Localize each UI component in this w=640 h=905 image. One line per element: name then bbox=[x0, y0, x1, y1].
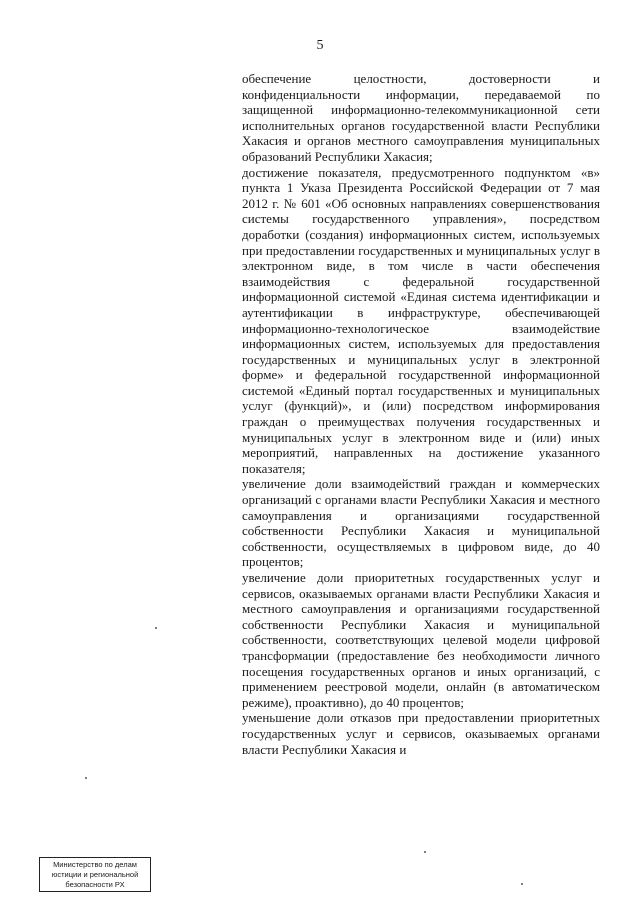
ministry-stamp bbox=[39, 857, 151, 892]
scan-speck bbox=[85, 777, 87, 779]
stamp-line: юстиции и региональной bbox=[51, 870, 139, 879]
paragraph-priority-services: увеличение доли приоритетных государственных услуг и сервисов, оказываемых органами власти Республики Хакасия и местного самоуправления и организациями государственной собственности Республики Хакасия и муниципальной собственности, соответствующих целевой модели цифровой трансформации (предоставление без необходимости личного посещения государственных органов и иных организаций, с применением реестровой модели, онлайн (в автоматическом режиме), проактивно), до 40 процентов; bbox=[242, 570, 600, 710]
paragraph-refusal-reduction: уменьшение доли отказов при предоставлении приоритетных государственных услуг и сервисов, оказываемых органами власти Республики Хакасия и bbox=[242, 710, 600, 757]
scan-speck bbox=[521, 883, 523, 885]
stamp-line: безопасности РХ bbox=[65, 880, 125, 889]
paragraph-digital-interactions: увеличение доли взаимодействий граждан и коммерческих организаций с органами власти Республики Хакасия и местного самоуправления и организациями государственной собственности Республики Хакасия и муниципальной собственности, осуществляемых в цифровом виде, до 40 процентов; bbox=[242, 476, 600, 570]
scan-speck bbox=[155, 627, 157, 629]
paragraph-indicator-achievement: достижение показателя, предусмотренного подпунктом «в» пункта 1 Указа Президента Российской Федерации от 7 мая 2012 г. № 601 «Об основных направлениях совершенствования системы государственного управления», посредством доработки (создания) информационных систем, используемых при предоставлении государственных и муниципальных услуг в электронном виде, в том числе в части обеспечения взаимодействия с федеральной государственной информационной системой «Единая система идентификации и аутентификации в инфраструктуре, обеспечивающей информационно-технологическое взаимодействие информационных систем, используемых для предоставления государственных и муниципальных услуг в электронной форме» и федеральной государственной информационной системой «Единый портал государственных и муниципальных услуг (функций)», и (или) посредством информирования граждан о преимуществах получения государственных и муниципальных услуг в электронном виде и (или) иных мероприятий, направленных на достижение указанного показателя; bbox=[242, 164, 600, 476]
stamp-line: Министерство по делам bbox=[53, 860, 137, 869]
scan-speck bbox=[424, 851, 426, 853]
document-body bbox=[242, 71, 600, 757]
paragraph-data-protection: обеспечение целостности, достоверности и конфиденциальности информации, передаваемой по защищенной информационно-телекоммуникационной сети исполнительных органов государственной власти Республики Хакасия и органов местного самоуправления муниципальных образований Республики Хакасия; bbox=[242, 71, 600, 164]
page-number: 5 bbox=[316, 38, 324, 53]
